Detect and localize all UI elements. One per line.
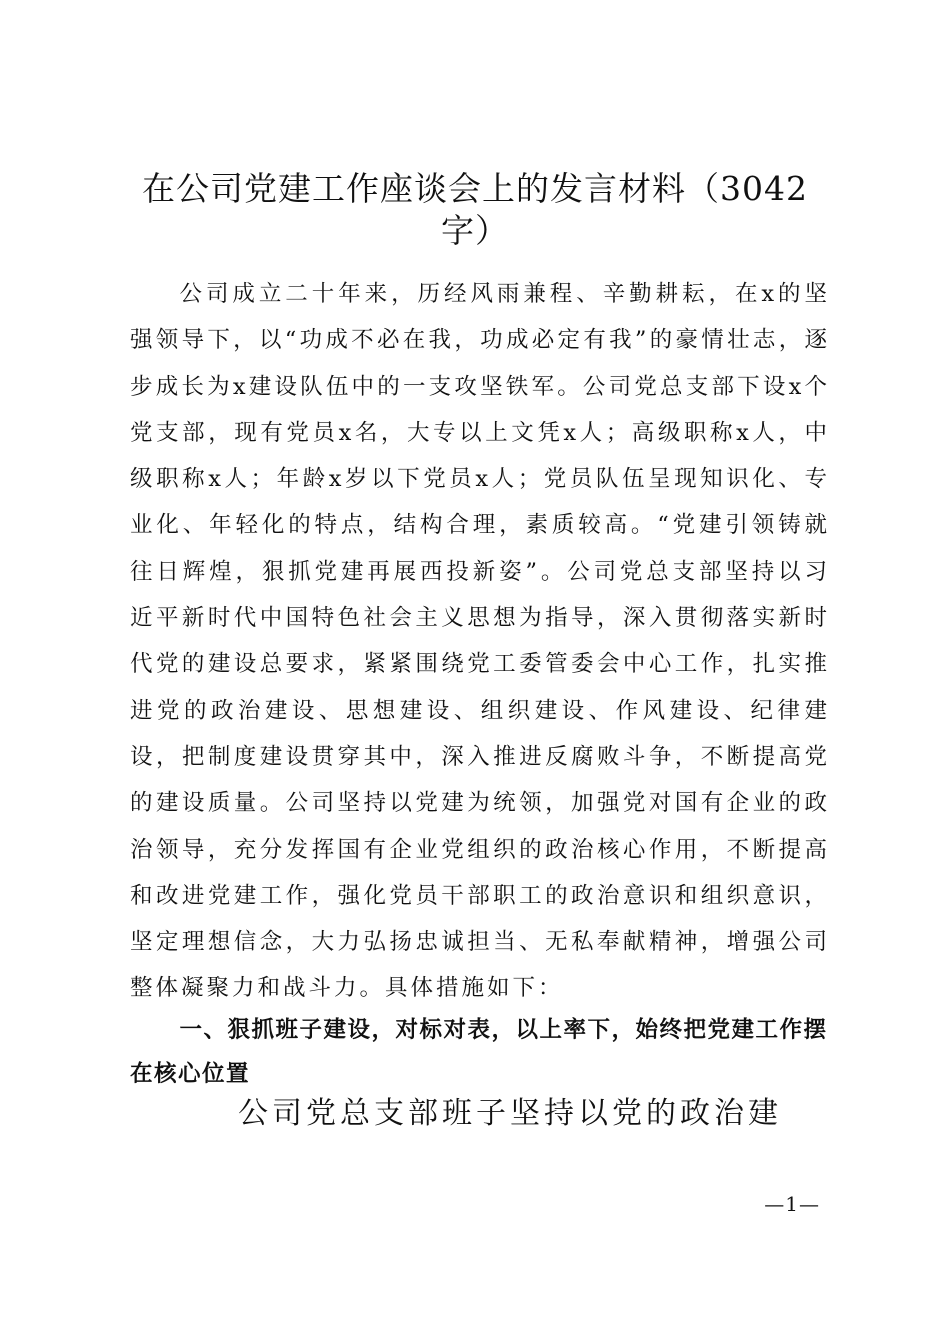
section-heading-1: 一、狠抓班子建设，对标对表，以上率下，始终把党建工作摆在核心位置	[130, 1017, 828, 1087]
intro-paragraph: 公司成立二十年来，历经风雨兼程、辛勤耕耘，在x的坚强领导下，以“功成不必在我，功成必定有我”的豪情壮志，逐步成长为x建设队伍中的一支攻坚铁军。公司党总支部下设x个党支部，现有党员x名，大专以上文凭x人；高级职称x人，中级职称x人；年龄x岁以下党员x人；党员队伍呈现知识化、专业化、年轻化的特点，结构合理，素质较高。“党建引领铸就往日辉煌，狠抓党建再展西投新姿”。公司党总支部坚持以习近平新时代中国特色社会主义思想为指导，深入贯彻落实新时代党的建设总要求，紧紧围绕党工委管委会中心工作，扎实推进党的政治建设、思想建设、组织建设、作风建设、纪律建设，把制度建设贯穿其中，深入推进反腐败斗争，不断提高党的建设质量。公司坚持以党建为统领，加强党对国有企业的政治领导，充分发挥国有企业党组织的政治核心作用，不断提高和改进党建工作，强化党员干部职工的政治意识和组织意识，坚定理想信念，大力弘扬忠诚担当、无私奉献精神，增强公司整体凝聚力和战斗力。具体措施如下：	[130, 281, 830, 1002]
section-1-paragraph: 公司党总支部班子坚持以党的政治建	[238, 1096, 782, 1131]
page-number: —1—	[764, 1192, 820, 1216]
document-title: 在公司党建工作座谈会上的发言材料（3042字）	[142, 169, 808, 250]
